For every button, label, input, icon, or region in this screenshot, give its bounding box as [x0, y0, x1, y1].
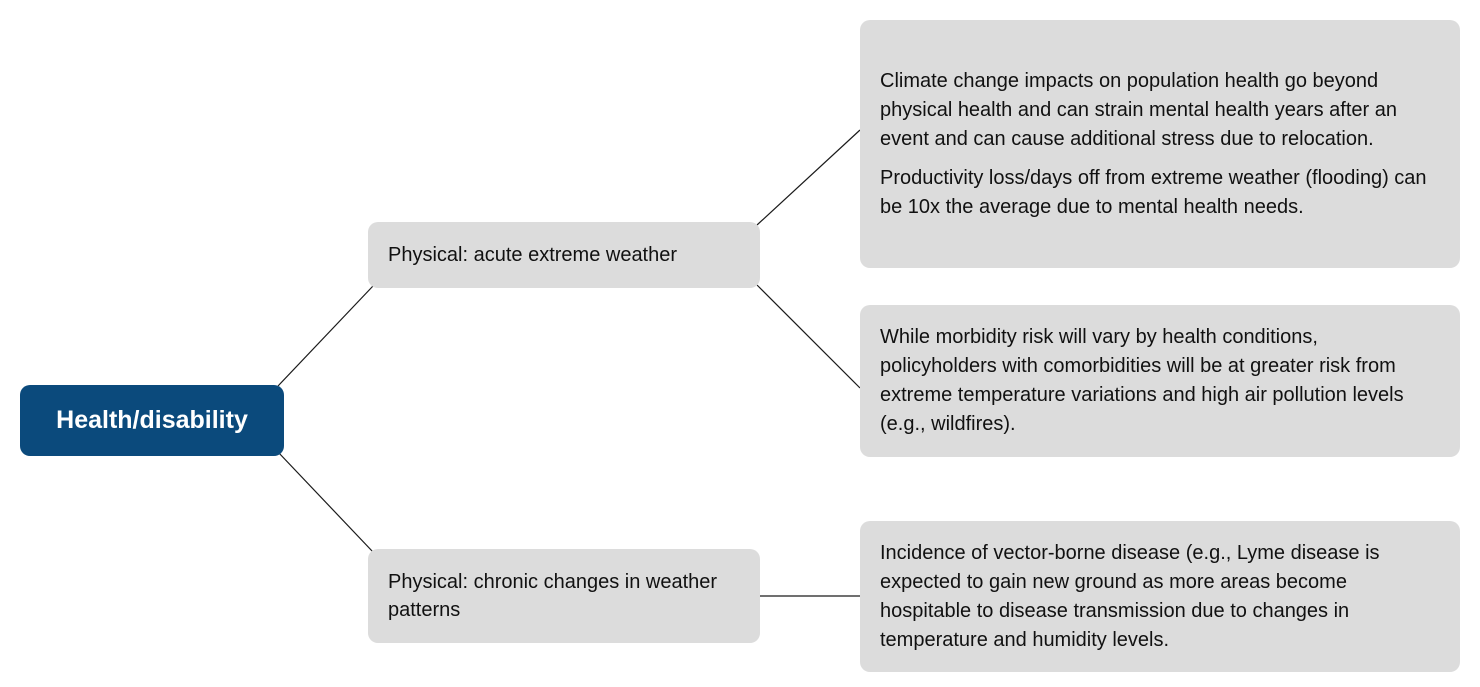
connector-acute-to-morbidity [757, 285, 860, 388]
branch-node-acute-extreme-weather [368, 222, 760, 288]
detail-box-mental-health [860, 20, 1460, 268]
detail-paragraph: Productivity loss/days off from extreme weather (flooding) can be 10x the average due to mental health needs. [880, 166, 1427, 218]
detail-box-morbidity-risk [860, 305, 1460, 457]
detail-paragraph: Climate change impacts on population health go beyond physical health and can strain mental health years after an event and can cause additional stress due to relocation. [880, 69, 1397, 150]
connector-root-to-chronic [278, 452, 373, 552]
root-node-label: Health/disability [56, 406, 248, 434]
detail-paragraph: Incidence of vector-borne disease (e.g., Lyme disease is expected to gain new ground as more areas become hospitable to disease transmission due to changes in temperature and humidity levels. [880, 541, 1380, 651]
root-node-health-disability [20, 385, 284, 456]
branch-node-label: Physical: chronic changes in weather patterns [388, 571, 718, 621]
branch-node-chronic-weather-changes [368, 549, 760, 643]
detail-box-vector-borne-disease [860, 521, 1460, 672]
branch-node-label: Physical: acute extreme weather [388, 244, 678, 266]
detail-paragraph: While morbidity risk will vary by health conditions, policyholders with comorbidities will be at greater risk from extreme temperature variations and high air pollution levels (e.g., wildfires). [880, 326, 1404, 435]
connector-root-to-acute [278, 286, 373, 386]
connector-acute-to-mental-health [757, 130, 860, 225]
